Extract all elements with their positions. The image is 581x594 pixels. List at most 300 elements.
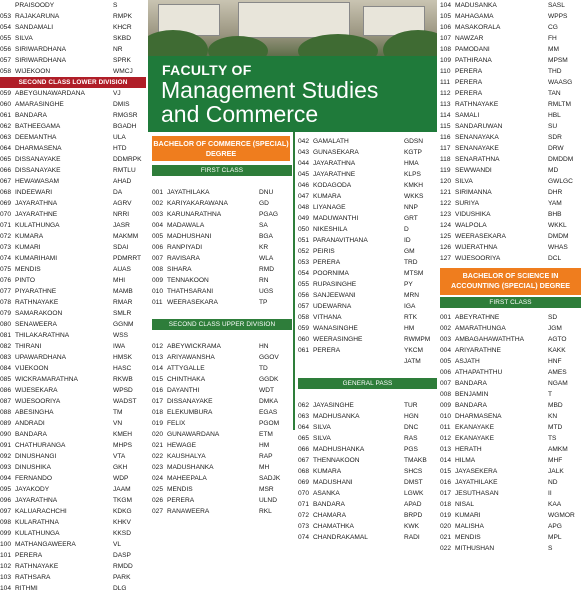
list-row [440,323,581,334]
list-row [152,429,292,440]
row-name: PEIRIS [313,248,335,255]
row-number: 004 [152,222,164,229]
building-facade [238,2,350,38]
row-initials: SMLR [113,310,132,317]
row-name: INDEEWARI [15,189,53,196]
row-initials: MPL [548,534,562,541]
row-initials: SDR [548,134,562,141]
row-number: 054 [0,24,12,31]
row-initials: SU [548,123,558,130]
list-row [0,363,146,374]
row-name: CHATHURANGA [15,442,66,449]
list-row [0,88,146,99]
row-number: 017 [440,490,452,497]
row-initials: KKSD [113,530,131,537]
row-initials: MHI [113,277,126,284]
row-number: 122 [440,200,452,207]
row-number: 066 [0,167,12,174]
row-name: TENNAKOON [167,277,209,284]
row-initials: GM [404,248,415,255]
row-number: 071 [298,501,310,508]
list-row [0,187,146,198]
row-initials: YKCM [404,347,424,354]
row-name: HERATH [455,446,482,453]
row-name: THENNAKOON [313,457,360,464]
list-row [298,334,437,345]
list-row [152,264,292,275]
row-number: 021 [152,442,164,449]
row-initials: HASC [113,365,132,372]
faculty-title-line1: Management Studies [161,77,379,103]
list-row [440,455,581,466]
list-row [0,198,146,209]
row-name: SIRIWARDHANA [15,57,67,64]
row-number: 096 [0,497,12,504]
list-row [0,517,146,528]
row-number: 063 [0,134,12,141]
row-initials: BGA [259,233,273,240]
row-name: VIJEKOON [15,365,49,372]
list-row [152,341,292,352]
row-number: 109 [440,57,452,64]
row-number: 086 [0,387,12,394]
list-row [440,433,581,444]
row-initials: RMGSR [113,112,138,119]
row-name: MAHAGAMA [455,13,494,20]
row-name: KUMARIHAMI [15,255,58,262]
list-row [298,180,437,191]
row-initials: KAKK [548,347,566,354]
list-row [0,352,146,363]
row-number: 053 [0,13,12,20]
row-initials: PDMRRT [113,255,142,262]
row-initials: RAP [259,453,273,460]
row-initials: DNU [259,189,274,196]
row-name: PERERA [455,79,483,86]
row-name: MADHUSHANI [167,233,212,240]
row-number [298,356,313,367]
list-row [440,488,581,499]
list-row [0,319,146,330]
row-name: PATHIRANA [455,57,492,64]
row-number: 061 [298,347,310,354]
list-row [152,462,292,473]
row-name: WIJESOORIYA [15,398,61,405]
row-initials: HBL [548,112,561,119]
list-row [0,418,146,429]
row-name: ARIYAWANSHA [167,354,215,361]
row-initials: PGAG [259,211,279,218]
row-number: 076 [0,277,12,284]
list-row [440,242,581,253]
row-number: 084 [0,365,12,372]
list-row [298,455,437,466]
list-row [152,506,292,517]
row-number: 068 [0,189,12,196]
list-row [298,136,437,147]
list-row [0,341,146,352]
row-number: 067 [298,457,310,464]
row-initials: ULA [113,134,126,141]
row-name: SENAWEERA [15,321,57,328]
row-name: KARUNARATHNA [167,211,222,218]
row-initials: MAMB [113,288,133,295]
results-column-4 [440,0,581,554]
row-initials: MHPS [113,442,133,449]
row-name: ARIYARATHNE [455,347,501,354]
list-row [298,488,437,499]
row-name: SIRIWARDHANA [15,46,67,53]
row-initials: MAKMM [113,233,139,240]
row-name: MADUSANKA [455,2,497,9]
row-initials: MTSM [404,270,424,277]
row-initials: HMA [404,160,419,167]
list-row [152,275,292,286]
row-name: HEWAGE [167,442,197,449]
list-row [0,275,146,286]
row-number: 006 [440,369,452,376]
list-row [298,246,437,257]
row-number: 006 [152,244,164,251]
row-initials: YAM [548,200,562,207]
row-initials: NGAM [548,380,568,387]
row-name: SIHARA [167,266,192,273]
row-number: 057 [0,57,12,64]
row-initials: MHF [548,457,563,464]
degree-title-box: BACHELOR OF COMMERCE (SPECIAL) DEGREE [152,136,290,161]
row-number: 104 [440,2,452,9]
list-row [298,400,437,411]
list-row [0,572,146,583]
row-number: 024 [152,475,164,482]
list-row [440,187,581,198]
row-initials: II [548,490,552,497]
list-row [440,99,581,110]
col4-first-class-list [440,312,581,554]
row-name: DAYANTHI [167,387,200,394]
list-row [152,440,292,451]
list-row [0,308,146,319]
list-row [298,521,437,532]
row-number: 069 [0,200,12,207]
row-number: 025 [152,486,164,493]
row-name: JAYARATHNA [313,160,356,167]
row-initials: BRPD [404,512,423,519]
row-initials: FH [548,35,557,42]
faculty-label: FACULTY OF [162,62,252,78]
row-name: THATHSARANI [167,288,214,295]
row-initials: KMKH [404,182,424,189]
row-name: GUNAWARDANA [167,431,220,438]
row-initials: KN [548,413,558,420]
row-initials: PGOM [259,420,280,427]
row-number: 010 [440,413,452,420]
row-number: 106 [440,24,452,31]
results-column-2 [152,165,292,517]
row-name: PERERA [167,497,195,504]
list-row [0,583,146,594]
faculty-title-line2: and Commerce [161,101,319,127]
row-initials: RKL [259,508,272,515]
row-initials: PY [404,281,413,288]
row-number: 055 [298,281,310,288]
list-row [152,473,292,484]
list-row [0,495,146,506]
row-name: MITHUSHAN [455,545,495,552]
list-row [298,257,437,268]
list-row [440,33,581,44]
row-number: 059 [298,325,310,332]
row-initials: KWK [404,523,420,530]
row-number: 068 [298,468,310,475]
row-initials: WDT [259,387,275,394]
row-name: BANDARA [455,402,487,409]
list-row [0,253,146,264]
list-row [298,466,437,477]
list-row [152,385,292,396]
row-initials: WSS [113,332,129,339]
row-number: 120 [440,178,452,185]
row-number: 098 [0,519,12,526]
row-name: PARANAVITHANA [313,237,368,244]
row-initials: VTA [113,453,126,460]
list-row [440,176,581,187]
list-row [0,11,146,22]
row-initials: DASP [113,552,131,559]
row-initials: ETM [259,431,273,438]
row-number: 003 [152,211,164,218]
row-initials: RMPK [113,13,133,20]
col3-general-list [298,400,437,543]
row-initials: RMDD [113,563,133,570]
row-initials: AGTO [548,336,567,343]
row-name: VIDUSHIKA [455,211,491,218]
row-initials: KR [259,244,269,251]
row-name: RATHSARA [15,574,51,581]
list-row [0,484,146,495]
row-name: EKANAYAKE [455,435,494,442]
row-name: KULATHUNGA [15,222,60,229]
list-row [0,0,146,11]
row-initials: DDMRPK [113,156,142,163]
list-row [0,550,146,561]
row-initials: GKH [113,464,128,471]
row-initials: T [548,391,553,398]
row-initials: S [113,2,118,9]
row-number: 093 [0,464,12,471]
row-name: MALISHA [455,523,484,530]
row-initials: RWMPM [404,336,431,343]
row-initials: SA [259,222,268,229]
row-name: WIJEKOON [15,68,51,75]
row-number: 124 [440,222,452,229]
row-initials: KMEH [113,431,133,438]
row-number: 007 [440,380,452,387]
list-row [0,110,146,121]
list-row [0,121,146,132]
row-number: 091 [0,442,12,449]
list-row [0,132,146,143]
row-number: 005 [152,233,164,240]
row-number: 062 [298,402,310,409]
row-name: VITHANA [313,314,342,321]
row-name: KUMARA [313,468,342,475]
row-number: 017 [152,398,164,405]
row-number: 070 [0,211,12,218]
row-number: 103 [0,574,12,581]
row-number: 083 [0,354,12,361]
row-initials: DHR [548,189,563,196]
list-row [440,253,581,264]
row-initials: D [404,226,409,233]
list-row [440,143,581,154]
tree [208,36,268,56]
row-initials: AHAD [113,178,132,185]
list-row [298,510,437,521]
list-row [152,253,292,264]
list-row [0,451,146,462]
list-row [440,378,581,389]
row-initials: JATM [404,358,421,365]
row-number: 060 [298,336,310,343]
list-row [298,433,437,444]
row-initials: DNC [404,424,419,431]
row-initials: HNF [548,358,562,365]
list-row [440,477,581,488]
list-row [0,242,146,253]
row-initials: WPPS [548,13,568,20]
list-row [152,484,292,495]
row-number: 055 [0,35,12,42]
section-title-second-upper: SECOND CLASS UPPER DIVISION [152,319,292,330]
list-row [440,543,581,554]
row-initials: GWLGC [548,178,573,185]
row-initials: VN [113,420,123,427]
list-row [298,356,437,367]
row-number: 126 [440,244,452,251]
row-number: 095 [0,486,12,493]
list-row [440,532,581,543]
row-initials: JASR [113,222,130,229]
row-name: AMBAGAHAWATHTHA [455,336,524,343]
row-name: DISSANAYAKE [15,167,61,174]
row-number: 075 [0,266,12,273]
row-name: DISSANAYAKE [15,156,61,163]
row-number: 070 [298,490,310,497]
row-initials: RMLTM [548,101,571,108]
row-initials: MRN [404,292,420,299]
row-initials: KAA [548,501,562,508]
row-number: 004 [440,347,452,354]
row-initials: TM [113,409,123,416]
row-name: KULARATHNA [15,519,59,526]
list-row [298,290,437,301]
list-row [152,363,292,374]
row-initials: LGWK [404,490,424,497]
row-name: BANDARA [15,112,47,119]
row-name: MADHUSHANKA [313,446,365,453]
list-row [440,231,581,242]
row-name: ATTYGALLE [167,365,205,372]
list-row [152,407,292,418]
row-name: BENJAMIN [455,391,489,398]
row-name: SANJEEWANI [313,292,356,299]
row-initials: HM [404,325,415,332]
row-initials: MTD [548,424,563,431]
row-name: MADUWANTHI [313,215,359,222]
row-number: 050 [298,226,310,233]
row-name: UPAWARDHANA [15,354,67,361]
row-number: 058 [0,68,12,75]
row-name: RITHMI [15,585,38,592]
row-number: 042 [298,138,310,145]
row-number: 113 [440,101,451,108]
row-number: 073 [0,244,12,251]
row-number: 018 [440,501,452,508]
row-number: 019 [440,512,452,519]
col4-top-list [440,0,581,264]
row-initials: HN [259,343,269,350]
row-initials: KHKV [113,519,131,526]
row-name: SAMARAKOON [15,310,63,317]
row-name: DHARMASENA [455,413,502,420]
row-number: 065 [0,156,12,163]
row-name: ABEYGUNAWARDANA [15,90,85,97]
row-name: LIYANAGE [313,204,346,211]
row-name: KODAGODA [313,182,352,189]
row-name: JAYARATHNE [15,211,58,218]
row-initials: WPSD [113,387,133,394]
row-name: WEERASEKARA [167,299,218,306]
row-number: 016 [440,479,452,486]
row-name: WIJESEKARA [15,387,58,394]
row-number: 023 [152,464,164,471]
row-number: 009 [440,402,452,409]
row-number: 013 [152,354,164,361]
row-initials: ULND [259,497,277,504]
row-initials: PARK [113,574,131,581]
row-name: JAYAKODY [15,486,50,493]
row-initials: HGN [404,413,419,420]
row-initials: NRRI [113,211,130,218]
list-row [440,66,581,77]
row-initials: VL [113,541,122,548]
row-initials: GGDK [259,376,279,383]
list-row [440,121,581,132]
list-row [298,444,437,455]
row-name: RANPIYADI [167,244,203,251]
row-initials: NNP [404,204,418,211]
list-row [298,301,437,312]
row-initials: MD [548,167,559,174]
row-name: CHANDRAKAMAL [313,534,368,541]
row-name: RATHNAYAKE [15,563,59,570]
row-number: 089 [0,420,12,427]
list-row [440,499,581,510]
row-number: 079 [0,310,12,317]
list-row [440,11,581,22]
list-row [0,33,146,44]
row-name: JAYATHILAKA [167,189,210,196]
list-row [152,209,292,220]
row-name: SILVA [455,178,473,185]
row-name: WEERASEKARA [455,233,506,240]
row-number: 077 [0,288,12,295]
row-number: 104 [0,585,12,592]
row-number: 051 [298,237,310,244]
list-row [0,561,146,572]
row-initials: APAD [404,501,422,508]
